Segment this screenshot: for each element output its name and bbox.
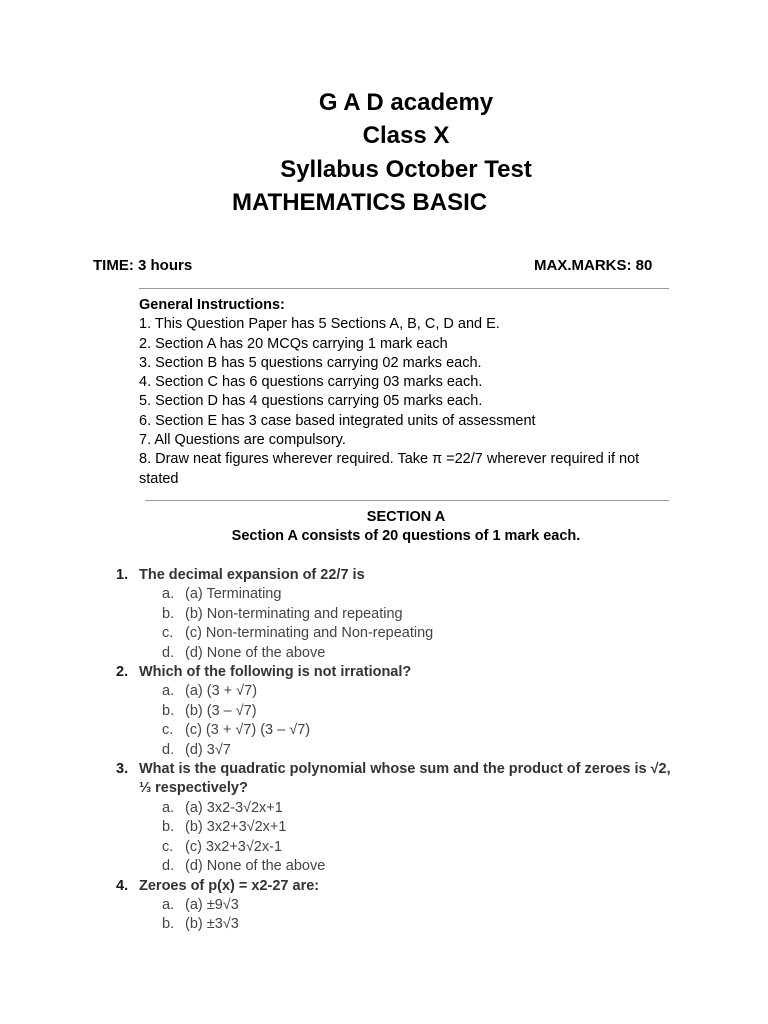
question-list xyxy=(116,566,686,935)
option-text: (a) Terminating xyxy=(185,586,282,603)
question-number: 4. xyxy=(116,877,129,894)
school-name: G A D academy xyxy=(318,89,494,116)
option-text: (c) (3 + √7) (3 – √7) xyxy=(185,722,311,739)
question-number: 1. xyxy=(116,567,129,583)
option xyxy=(162,818,686,837)
option-letter: d. xyxy=(162,858,175,875)
option-text: (a) (3 + √7) xyxy=(185,683,258,700)
option-text: (a) ±9√3 xyxy=(185,896,239,913)
option xyxy=(162,915,686,934)
option-letter: b. xyxy=(162,702,175,719)
instruction-item: 8. Draw neat figures wherever required. Take π =22/7 wherever required if not stated xyxy=(139,451,640,487)
instruction-item: 6. Section E has 3 case based integrated units of assessment xyxy=(139,412,536,429)
option xyxy=(162,682,686,701)
option xyxy=(162,799,686,818)
option xyxy=(162,624,686,643)
divider-top xyxy=(139,288,669,289)
option-text: (b) ±3√3 xyxy=(185,916,239,933)
option-letter: d. xyxy=(162,741,175,758)
option xyxy=(162,857,686,876)
option-letter: b. xyxy=(162,605,175,622)
question-text: Which of the following is not irrational? xyxy=(139,664,412,681)
class-title: Class X xyxy=(362,122,450,149)
section-title: SECTION A xyxy=(366,509,446,525)
instruction-item: 1. This Question Paper has 5 Sections A, B, C, D and E. xyxy=(139,316,500,333)
option-letter: c. xyxy=(162,722,174,739)
option-letter: b. xyxy=(162,819,175,836)
subject-title: MATHEMATICS BASIC xyxy=(232,189,488,216)
instruction-item: 4. Section C has 6 questions carrying 03 marks each. xyxy=(139,374,483,391)
option-letter: a. xyxy=(162,896,175,913)
option-text: (c) Non-terminating and Non-repeating xyxy=(185,625,434,642)
option xyxy=(162,896,686,915)
option-letter: c. xyxy=(162,838,174,855)
option-text: (c) 3x2+3√2x-1 xyxy=(185,838,283,855)
divider-bottom xyxy=(145,500,669,501)
max-marks-label: MAX.MARKS: 80 xyxy=(534,257,653,274)
option-text: (b) 3x2+3√2x+1 xyxy=(185,819,287,836)
option-text: (d) None of the above xyxy=(185,644,326,661)
general-instructions xyxy=(139,296,679,489)
option xyxy=(162,702,686,721)
question-text: Zeroes of p(x) = x2-27 are: xyxy=(139,877,320,894)
option-letter: c. xyxy=(162,625,174,642)
option xyxy=(162,838,686,857)
option-text: (d) 3√7 xyxy=(185,741,231,758)
option xyxy=(162,741,686,760)
section-subtitle: Section A consists of 20 questions of 1 mark each. xyxy=(231,528,581,544)
question-4 xyxy=(116,877,686,896)
option-text: (d) None of the above xyxy=(185,858,326,875)
option-letter: a. xyxy=(162,586,175,603)
question-text: The decimal expansion of 22/7 is xyxy=(139,567,365,583)
option-letter: b. xyxy=(162,916,175,933)
question-1 xyxy=(116,566,686,585)
option-text: (b) Non-terminating and repeating xyxy=(185,605,403,622)
question-2 xyxy=(116,663,686,682)
time-label: TIME: 3 hours xyxy=(93,257,193,274)
option-letter: d. xyxy=(162,644,175,661)
option-letter: a. xyxy=(162,683,175,700)
instruction-item: 5. Section D has 4 questions carrying 05 marks each. xyxy=(139,393,483,410)
instruction-item: 2. Section A has 20 MCQs carrying 1 mark each xyxy=(139,335,448,352)
test-title: Syllabus October Test xyxy=(280,156,532,183)
option-text: (b) (3 – √7) xyxy=(185,702,257,719)
option xyxy=(162,585,686,604)
option xyxy=(162,721,686,740)
option xyxy=(162,644,686,663)
option xyxy=(162,605,686,624)
question-number: 3. xyxy=(116,761,129,778)
question-3 xyxy=(116,760,686,799)
instruction-item: 3. Section B has 5 questions carrying 02 marks each. xyxy=(139,354,482,371)
instruction-item: 7. All Questions are compulsory. xyxy=(139,432,346,449)
question-number: 2. xyxy=(116,664,129,681)
instructions-heading: General Instructions: xyxy=(139,297,285,313)
option-letter: a. xyxy=(162,799,175,816)
question-text: What is the quadratic polynomial whose sum and the product of zeroes is √2, ⅓ respectively? xyxy=(139,761,671,797)
option-text: (a) 3x2-3√2x+1 xyxy=(185,799,283,816)
